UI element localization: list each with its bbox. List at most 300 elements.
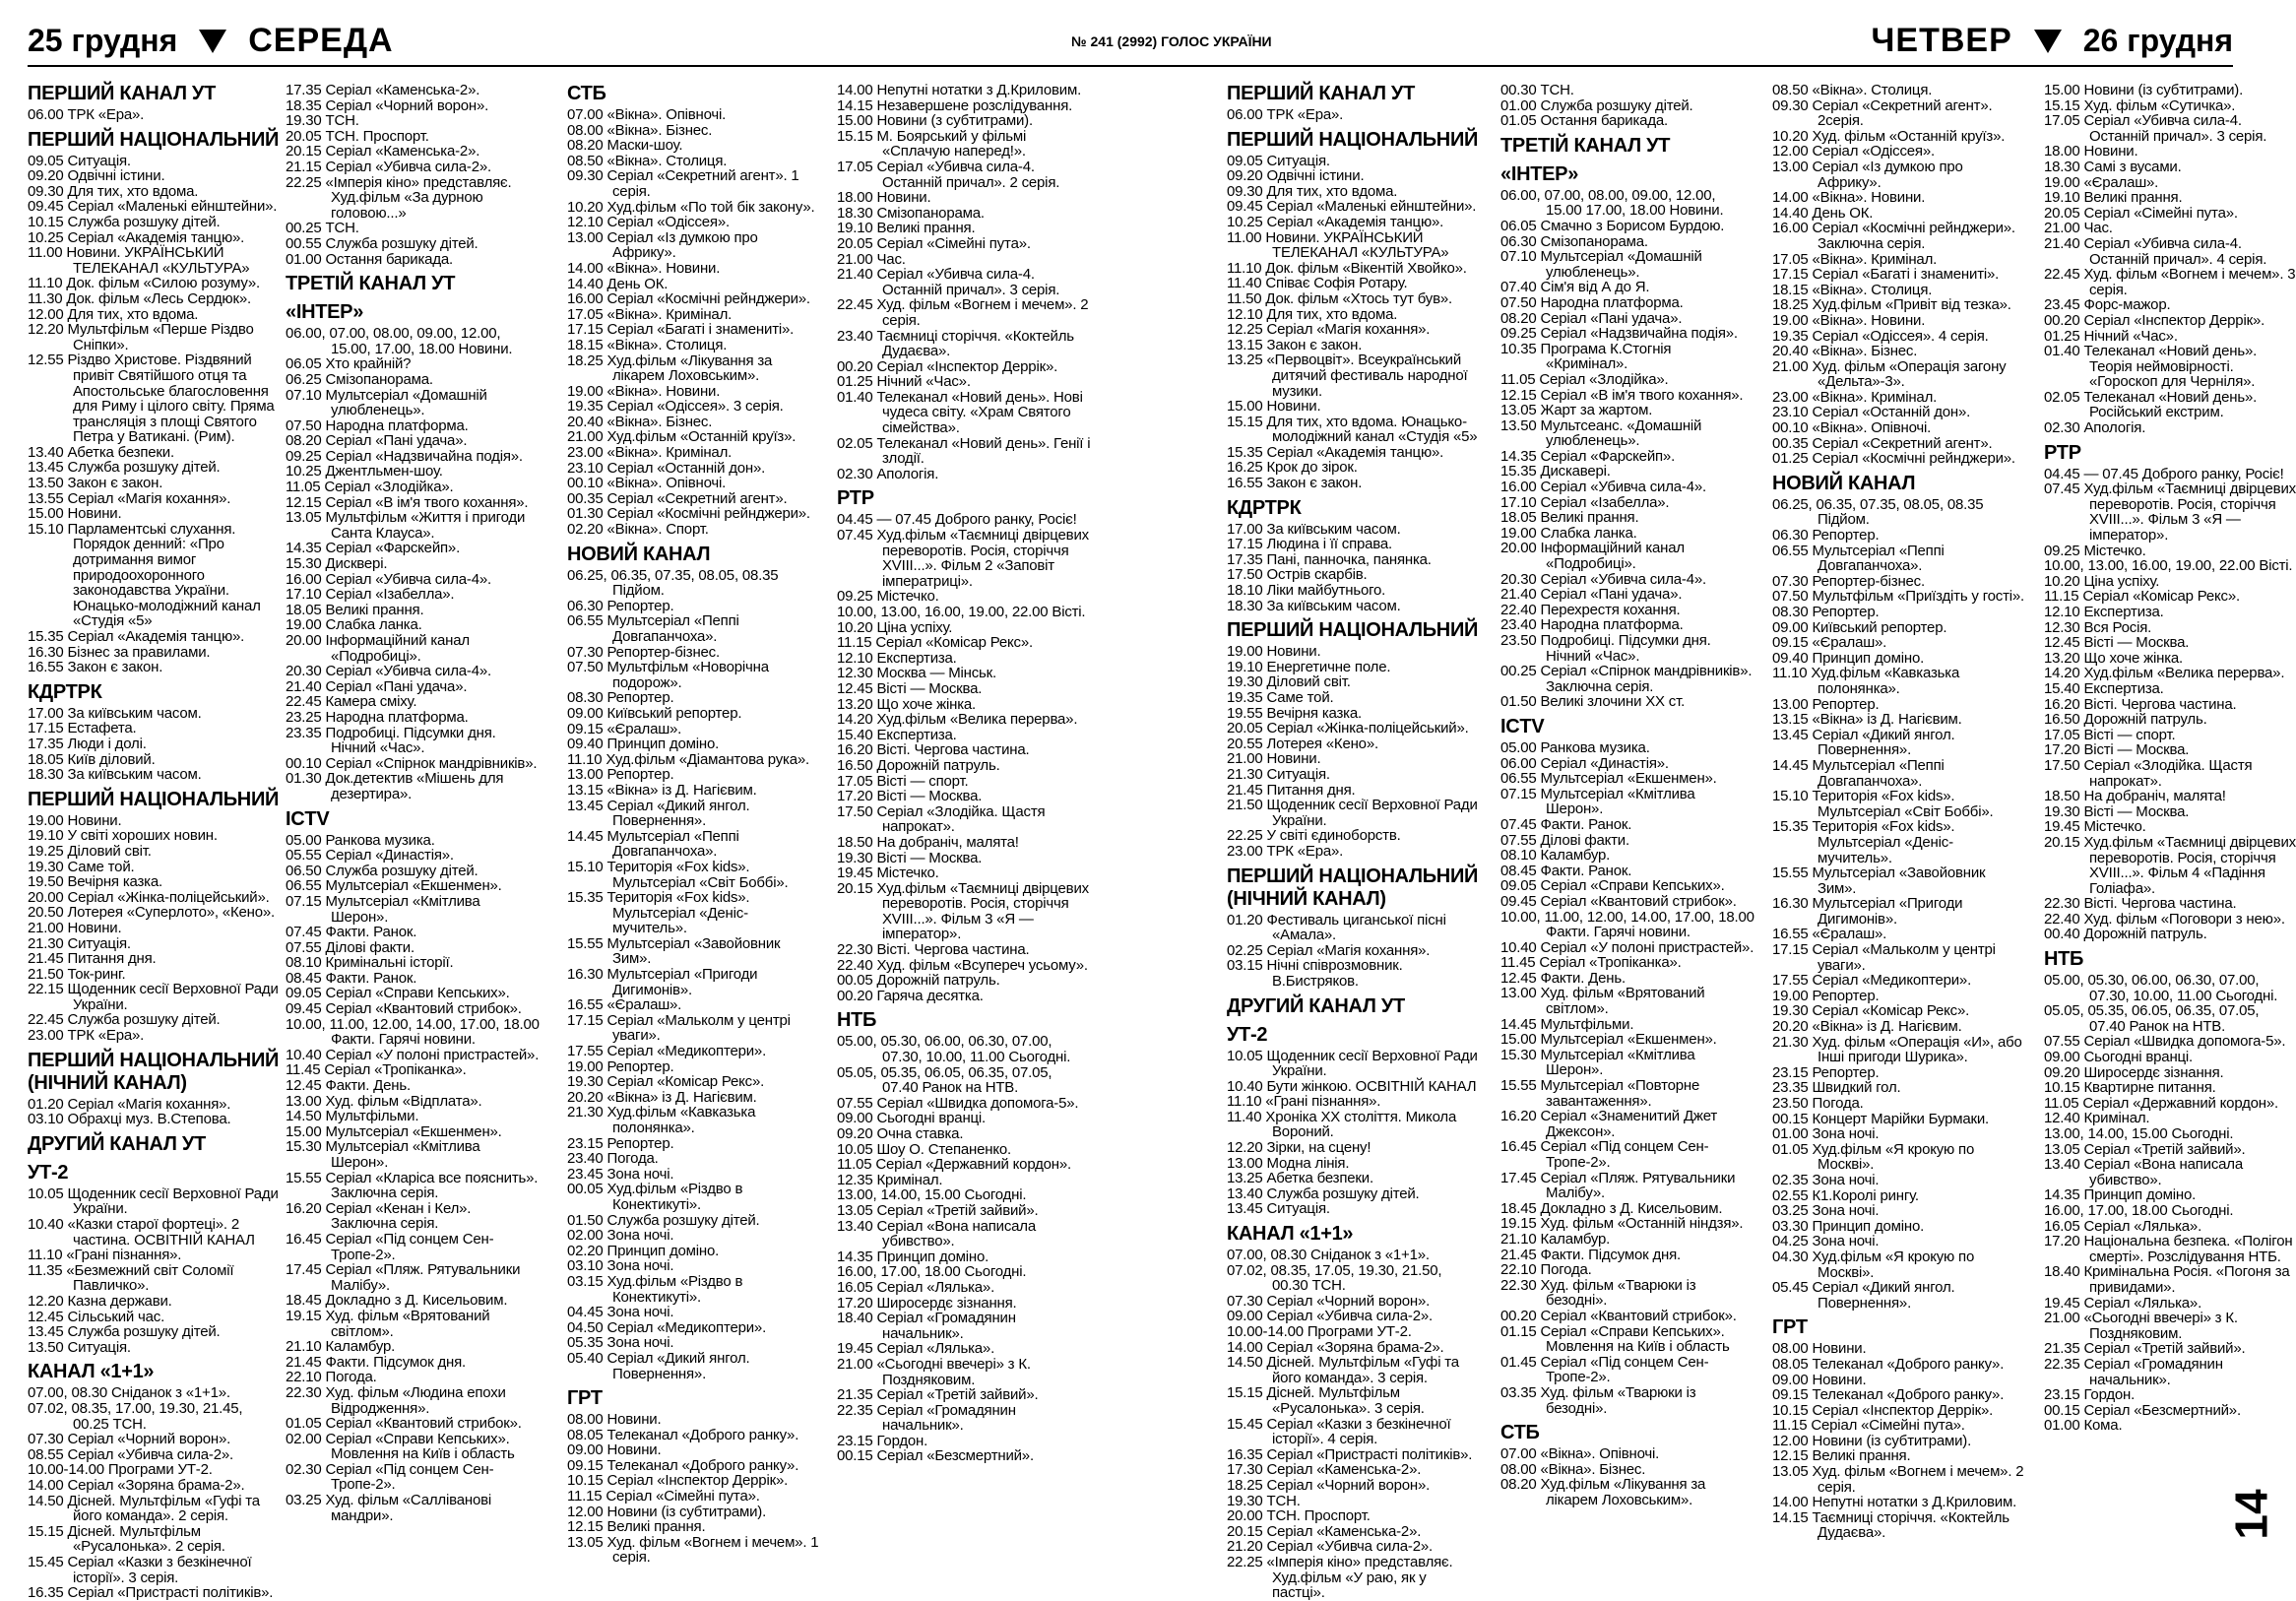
channel-heading: НТБ	[837, 1009, 877, 1032]
program-entry: 17.15 Серіал «Багаті і знамениті».	[1772, 266, 2000, 284]
program-entry: 14.35 Серіал «Фарскейп».	[286, 540, 461, 557]
program-entry: 21.30 Ситуація.	[28, 934, 131, 952]
program-entry: 12.00 Для тих, хто вдома.	[28, 305, 199, 323]
program-entry: 10.40 Серіал «У полоні пристрастей».	[1500, 938, 1754, 956]
program-entry: 16.00 Серіал «Космічні рейнджери».	[567, 290, 810, 308]
program-entry: 15.15 Для тих, хто вдома. Юнацько-молодіжний канал «Студія «5»	[1227, 413, 1478, 446]
program-entry: 01.05 Серіал «Квантовий стрибок».	[286, 1415, 522, 1433]
program-entry: 17.00 За київським часом.	[28, 704, 202, 722]
channel-heading: ПЕРШИЙ КАНАЛ УТ	[28, 83, 216, 104]
program-entry: 09.25 Містечко.	[2044, 542, 2146, 559]
program-entry: 19.30 Серіал «Комісар Рекс».	[1772, 1002, 1970, 1020]
program-entry: 09.05 Ситуація.	[1227, 152, 1330, 169]
program-entry: 03.25 Зона ночі.	[1772, 1202, 1880, 1220]
program-entry: 18.30 Смізопанорама.	[837, 204, 985, 222]
program-entry: 17.05 Серіал «Убивча сила-4. Останній причал». 2 серія.	[837, 158, 1060, 191]
program-entry: 22.45 Худ. фільм «Вогнем і мечем». 3 серія.	[2044, 266, 2296, 298]
program-entry: 00.20 Серіал «Інспектор Деррік».	[2044, 311, 2265, 329]
program-entry: 11.05 Серіал «Державний кордон».	[2044, 1094, 2279, 1112]
program-entry: 14.20 Худ.фільм «Велика перерва».	[2044, 665, 2285, 682]
program-entry: 08.20 Маски-шоу.	[567, 137, 683, 155]
program-entry: 04.50 Серіал «Медикоптери».	[567, 1318, 767, 1336]
program-entry: 07.50 Мультфільм «Приїздіть у гості».	[1772, 588, 2024, 606]
program-entry: 17.15 Серіал «Мальколм у центрі уваги».	[1772, 941, 1996, 974]
program-entry: 20.40 «Вікна». Бізнес.	[1772, 343, 1918, 360]
program-entry: 15.55 Мультсеріал «Завойовник Зим».	[567, 934, 781, 968]
program-entry: 15.55 Серіал «Кларіса все пояснить». Заключна серія.	[286, 1169, 539, 1202]
program-entry: 14.40 День ОК.	[1772, 204, 1874, 222]
channel-heading: УТ-2	[28, 1161, 69, 1184]
program-entry: 01.20 Фестиваль циганської пісні «Амала».	[1227, 911, 1446, 944]
program-entry: 14.00 «Вікна». Новини.	[567, 259, 721, 277]
schedule-column	[2044, 83, 2296, 1434]
program-entry: 22.45 Худ. фільм «Вогнем і мечем». 2 серія.	[837, 296, 1089, 329]
program-entry: 06.05 Смачно з Борисом Бурдою.	[1500, 217, 1725, 234]
program-entry: 00.15 Концерт Марійки Бурмаки.	[1772, 1110, 1990, 1127]
program-entry: 17.45 Серіал «Пляж. Рятувальники Малібу».	[1500, 1169, 1736, 1202]
program-entry: 01.50 Великі злочини XX ст.	[1500, 693, 1686, 711]
program-entry: 06.55 Мультсеріал «Пеппі Довгапанчоха».	[1772, 542, 1945, 575]
program-entry: 14.45 Мультсеріал «Пеппі Довгапанчоха».	[1772, 756, 1945, 790]
program-entry: 02.30 Серіал «Під сонцем Сен-Тропе-2».	[286, 1460, 494, 1494]
program-entry: 06.25 Смізопанорама.	[286, 370, 433, 388]
program-entry: 12.10 Експертиза.	[837, 649, 957, 667]
channel-heading: «ІНТЕР»	[286, 301, 364, 324]
program-entry: 21.50 Щоденник сесії Верховної Ради України.	[1227, 797, 1478, 829]
channel-heading: ДРУГИЙ КАНАЛ УТ	[1227, 994, 1405, 1017]
program-entry: 18.50 На добраніч, малята!	[837, 833, 1019, 851]
program-entry: 12.10 Серіал «Одіссея».	[567, 214, 730, 231]
program-entry: 15.30 Мультсеріал «Кмітлива Шерон».	[1500, 1046, 1695, 1079]
program-entry: 09.30 Для тих, хто вдома.	[28, 182, 199, 200]
program-entry: 07.30 Репортер-бізнес.	[1772, 572, 1925, 590]
issue-info: № 241 (2992) ГОЛОС УКРАЇНИ	[1071, 33, 1272, 49]
program-entry: 16.35 Серіал «Пристрасті політиків».	[1227, 1445, 1473, 1463]
program-entry: 21.10 Каламбур.	[1500, 1230, 1611, 1248]
program-entry: 01.40 Телеканал «Новий день». Нові чудеса світу. «Храм Святого сімейства».	[837, 388, 1083, 437]
program-entry: 01.40 Телеканал «Новий день». Теорія неймовірності. «Гороскоп для Черніля».	[2044, 343, 2258, 391]
program-entry: 12.30 Вся Росія.	[2044, 618, 2152, 636]
program-entry: 11.10 Худ.фільм «Діамантова рука».	[567, 750, 809, 768]
program-entry: 20.15 Худ.фільм «Таємниці двірцевих переворотів. Росія, сторіччя XVIII...». Фільм 3 «Я — імператор».	[837, 879, 1089, 943]
program-entry: 16.30 Мультсеріал «Пригоди Дигимонів».	[567, 966, 758, 998]
program-entry: 23.45 Зона ночі.	[567, 1165, 674, 1183]
program-entry: 02.35 Зона ночі.	[1772, 1171, 1880, 1188]
program-entry: 23.00 ТРК «Ера».	[1227, 842, 1344, 860]
program-entry: 21.40 Серіал «Убивча сила-4. Останній причал». 4 серія.	[2044, 234, 2267, 268]
program-entry: 10.00, 11.00, 12.00, 14.00, 17.00, 18.00 Факти. Гарячі новини.	[286, 1015, 540, 1049]
program-entry: 09.25 Серіал «Надзвичайна подія».	[1500, 325, 1738, 343]
program-entry: 16.30 Мультсеріал «Пригоди Дигимонів».	[1772, 895, 1963, 928]
program-entry: 13.00 Модна лінія.	[1227, 1154, 1350, 1172]
program-entry: 08.00 «Вікна». Бізнес.	[567, 121, 713, 139]
program-entry: 07.45 Худ.фільм «Таємниці двірцевих переворотів. Росія, сторіччя XVIII...». Фільм 2 «Заповіт імператриці».	[837, 527, 1089, 590]
program-entry: 04.45 — 07.45 Доброго ранку, Росіє!	[2044, 465, 2284, 482]
program-entry: 14.35 Принцип доміно.	[837, 1248, 989, 1265]
program-entry: 09.15 «Єралаш».	[567, 720, 682, 737]
program-entry: 07.40 Сім'я від А до Я.	[1500, 279, 1650, 296]
program-entry: 16.00 Серіал «Убивча сила-4».	[286, 570, 491, 588]
program-entry: 11.15 Серіал «Комісар Рекс».	[837, 634, 1033, 652]
program-entry: 19.45 Містечко.	[837, 865, 939, 882]
program-entry: 23.00 «Вікна». Кримінал.	[567, 444, 733, 462]
program-entry: 06.00 Серіал «Династія».	[1500, 754, 1669, 772]
program-entry: 15.15 М. Боярський у фільмі «Сплачую наперед!».	[837, 127, 1027, 160]
program-entry: 17.35 Люди і долі.	[28, 735, 147, 752]
program-entry: 13.45 Серіал «Дикий янгол. Повернення».	[1772, 726, 1955, 759]
program-entry: 15.15 Дісней. Мультфільм «Русалонька». 3 серія.	[1227, 1384, 1425, 1417]
program-entry: 17.05 «Вікна». Кримінал.	[567, 305, 733, 323]
program-entry: 13.50 Закон є закон.	[28, 475, 163, 492]
program-entry: 10.25 Джентльмен-шоу.	[286, 463, 443, 480]
channel-heading: НОВИЙ КАНАЛ	[1772, 472, 1916, 494]
header-left	[28, 22, 394, 60]
program-entry: 21.40 Серіал «Пані удача».	[286, 677, 468, 695]
program-entry: 21.00 Час.	[837, 250, 906, 268]
program-entry: 14.00 Серіал «Зоряна брама-2».	[1227, 1338, 1444, 1356]
program-entry: 12.20 Мультфільм «Перше Різдво Сніпки».	[28, 321, 254, 353]
program-entry: 17.30 Серіал «Каменська-2».	[1227, 1461, 1422, 1479]
program-entry: 15.00 Мультсеріал «Екшенмен».	[1500, 1031, 1717, 1049]
program-entry: 20.30 Серіал «Убивча сила-4».	[286, 663, 491, 680]
program-entry: 18.10 Ліки майбутнього.	[1227, 582, 1386, 600]
program-entry: 17.15 Естафета.	[28, 720, 137, 737]
program-entry: 12.00 Новини (із субтитрами).	[1772, 1432, 1972, 1449]
program-entry: 13.15 Закон є закон.	[1227, 336, 1363, 353]
channel-heading: КДРТРК	[1227, 496, 1302, 519]
program-entry: 12.45 Вісті — Москва.	[837, 679, 983, 697]
program-entry: 15.30 Мультсеріал «Кмітлива Шерон».	[286, 1138, 480, 1171]
program-entry: 22.25 «Імперія кіно» представляє. Худ.фільм «У раю, як у пастці».	[1227, 1553, 1453, 1601]
program-entry: 09.05 Ситуація.	[28, 152, 131, 169]
program-entry: 08.05 Телеканал «Доброго ранку».	[567, 1426, 799, 1443]
program-entry: 05.35 Зона ночі.	[567, 1334, 674, 1352]
program-entry: 10.20 Ціна успіху.	[837, 618, 953, 636]
program-entry: 21.10 Каламбур.	[286, 1338, 396, 1356]
program-entry: 04.25 Зона ночі.	[1772, 1233, 1880, 1250]
program-entry: 19.10 Великі прання.	[837, 220, 976, 237]
program-entry: 16.55 «Єралаш».	[1772, 926, 1887, 943]
program-entry: 20.20 «Вікна» із Д. Нагієвим.	[1772, 1018, 1962, 1036]
program-entry: 07.45 Факти. Ранок.	[1500, 815, 1632, 833]
program-entry: 09.00 Сьогодні вранці.	[837, 1110, 987, 1127]
program-entry: 07.55 Серіал «Швидка допомога-5».	[2044, 1033, 2286, 1051]
schedule-column	[1500, 83, 1754, 1507]
program-entry: 19.35 Саме той.	[1227, 689, 1334, 706]
channel-heading: ICTV	[1500, 715, 1545, 737]
program-entry: 03.30 Принцип доміно.	[1772, 1217, 1925, 1235]
program-entry: 22.25 У світі єдиноборств.	[1227, 827, 1401, 845]
program-entry: 13.00 Серіал «Із думкою про Африку».	[1772, 158, 1963, 191]
program-entry: 18.40 Кримінальна Росія. «Погоня за привидами».	[2044, 1263, 2290, 1296]
program-entry: 04.30 Худ.фільм «Я крокую по Москві».	[1772, 1248, 1975, 1281]
program-entry: 13.40 Служба розшуку дітей.	[1227, 1185, 1420, 1202]
program-entry: 08.00 Новини.	[567, 1411, 662, 1429]
program-entry: 09.20 Широсердє зізнання.	[2044, 1063, 2224, 1081]
program-entry: 13.05 Жарт за жартом.	[1500, 402, 1653, 419]
program-entry: 14.00 Непутні нотатки з Д.Криловим.	[1772, 1494, 2017, 1511]
program-entry: 22.15 Щоденник сесії Верховної Ради України.	[28, 981, 279, 1013]
program-entry: 23.40 Таємниці сторіччя. «Коктейль Дудаєва».	[837, 327, 1074, 360]
program-entry: 14.40 День ОК.	[567, 275, 669, 292]
program-entry: 19.30 Саме той.	[28, 858, 135, 875]
right-date: 26 грудня	[2082, 23, 2233, 58]
program-entry: 09.00 Новини.	[1772, 1371, 1867, 1388]
program-entry: 07.15 Мультсеріал «Кмітлива Шерон».	[1500, 785, 1695, 818]
program-entry: 14.00 Непутні нотатки з Д.Криловим.	[837, 82, 1082, 98]
program-entry: 07.10 Мультсеріал «Домашній улюбленець».	[1500, 248, 1702, 281]
program-entry: 13.00 Репортер.	[567, 766, 674, 784]
program-entry: 19.55 Вечірня казка.	[1227, 704, 1362, 722]
program-entry: 02.05 Телеканал «Новий день». Генії і злодії.	[837, 434, 1091, 468]
program-entry: 05.00, 05.30, 06.00, 06.30, 07.00, 07.30, 10.00, 11.00 Сьогодні.	[837, 1033, 1071, 1066]
program-entry: 18.35 Серіал «Чорний ворон».	[286, 96, 489, 114]
program-entry: 09.20 Очна ставка.	[837, 1125, 964, 1142]
program-entry: 17.20 Вісті — Москва.	[2044, 741, 2190, 759]
program-entry: 17.10 Серіал «Ізабелла».	[1500, 493, 1670, 511]
program-entry: 02.05 Телеканал «Новий день». Російський екстрим.	[2044, 388, 2258, 421]
program-entry: 01.30 Док.детектив «Мішень для дезертира».	[286, 770, 504, 802]
program-entry: 19.30 Діловий світ.	[1227, 673, 1351, 691]
program-entry: 07.30 Серіал «Чорний ворон».	[28, 1431, 231, 1448]
program-entry: 20.40 «Вікна». Бізнес.	[567, 413, 713, 430]
program-entry: 01.30 Серіал «Космічні рейнджери».	[567, 505, 810, 523]
program-entry: 13.40 Абетка безпеки.	[28, 443, 174, 461]
program-entry: 22.35 Серіал «Громадянин начальник».	[2044, 1355, 2223, 1388]
program-entry: 19.45 Містечко.	[2044, 818, 2146, 836]
program-entry: 10.00-14.00 Програми УТ-2.	[28, 1461, 213, 1479]
program-entry: 23.45 Форс-мажор.	[2044, 296, 2171, 314]
program-entry: 01.00 Кома.	[2044, 1417, 2123, 1435]
program-entry: 11.00 Новини. УКРАЇНСЬКИЙ ТЕЛЕКАНАЛ «КУЛЬТУРА»	[28, 244, 250, 277]
program-entry: 16.45 Серіал «Під сонцем Сен-Тропе-2».	[1500, 1138, 1709, 1171]
program-entry: 13.20 Що хоче жінка.	[837, 695, 976, 713]
program-entry: 18.25 Худ.фільм «Привіт від тезка».	[1772, 296, 2011, 314]
channel-heading: КАНАЛ «1+1»	[1227, 1223, 1354, 1246]
program-entry: 15.45 Серіал «Казки з безкінечної історії». 3 серія.	[28, 1553, 252, 1586]
schedule-column	[567, 83, 821, 1566]
channel-heading: ТРЕТІЙ КАНАЛ УТ	[286, 273, 456, 295]
page-number: 14	[2225, 1489, 2277, 1540]
program-entry: 08.50 «Вікна». Столиця.	[1772, 82, 1933, 98]
channel-heading: РТР	[837, 487, 874, 510]
program-entry: 13.00, 14.00, 15.00 Сьогодні.	[837, 1186, 1027, 1204]
channel-heading: ПЕРШИЙ НАЦІОНАЛЬНИЙ	[1227, 619, 1479, 642]
program-entry: 16.20 Вісті. Чергова частина.	[837, 741, 1030, 759]
program-entry: 13.00 Худ. фільм «Врятований світлом».	[1500, 985, 1705, 1018]
program-entry: 08.55 Серіал «Убивча сила-2».	[28, 1445, 233, 1463]
channel-heading: СТБ	[1500, 1422, 1540, 1444]
program-entry: 17.35 Серіал «Каменська-2».	[286, 82, 480, 98]
schedule-column	[1227, 83, 1481, 1601]
program-entry: 12.00 Новини (із субтитрами).	[567, 1503, 767, 1520]
program-entry: 12.15 Великі прання.	[567, 1518, 706, 1536]
program-entry: 05.45 Серіал «Дикий янгол. Повернення».	[1772, 1279, 1955, 1312]
program-entry: 14.20 Худ.фільм «Велика перерва».	[837, 711, 1078, 729]
program-entry: 10.20 Худ.фільм «По той бік закону».	[567, 198, 815, 216]
channel-heading: ПЕРШИЙ НАЦІОНАЛЬНИЙ	[1227, 128, 1479, 151]
channel-heading: КАНАЛ «1+1»	[28, 1361, 155, 1383]
program-entry: 19.00 «Вікна». Новини.	[567, 382, 721, 400]
program-entry: 15.00 Новини.	[28, 505, 122, 523]
program-entry: 19.35 Серіал «Одіссея». 3 серія.	[567, 398, 784, 416]
program-entry: 11.45 Серіал «Тропіканка».	[1500, 954, 1682, 972]
program-entry: 22.25 «Імперія кіно» представляє. Худ.фільм «За дурною головою...»	[286, 173, 512, 222]
program-entry: 07.45 Худ.фільм «Таємниці двірцевих переворотів. Росія, сторіччя XVIII...». Фільм 3 «Я — імператор».	[2044, 480, 2296, 544]
program-entry: 13.05 Серіал «Третій зайвий».	[837, 1201, 1039, 1219]
program-entry: 12.40 Кримінал.	[2044, 1110, 2150, 1127]
program-entry: 18.30 За київським часом.	[1227, 597, 1401, 614]
program-entry: 14.15 Незавершене розслідування.	[837, 96, 1073, 114]
program-entry: 22.40 Худ. фільм «Всупереч усьому».	[837, 956, 1088, 974]
program-entry: 18.15 «Вікна». Столиця.	[1772, 281, 1933, 298]
program-entry: 11.15 Серіал «Комісар Рекс».	[2044, 588, 2240, 606]
program-entry: 01.45 Серіал «Під сонцем Сен-Тропе-2».	[1500, 1353, 1709, 1386]
program-entry: 21.40 Серіал «Убивча сила-4. Останній причал». 3 серія.	[837, 266, 1060, 298]
program-entry: 21.00 Худ.фільм «Останній круїз».	[567, 428, 797, 446]
program-entry: 13.25 Абетка безпеки.	[1227, 1170, 1373, 1187]
program-entry: 03.10 Обрахці муз. В.Степова.	[28, 1111, 231, 1128]
header-right	[1872, 22, 2234, 60]
program-entry: 10.15 Серіал «Інспектор Деррік».	[567, 1472, 789, 1490]
program-entry: 17.20 Широсердє зізнання.	[837, 1294, 1017, 1312]
program-entry: 06.30 Смізопанорама.	[1500, 232, 1648, 250]
program-entry: 23.15 Репортер.	[1772, 1063, 1880, 1081]
program-entry: 03.15 Нічні співрозмовник. В.Бистряков.	[1227, 957, 1403, 990]
program-entry: 11.45 Серіал «Тропіканка».	[286, 1061, 467, 1079]
program-entry: 23.15 Репортер.	[567, 1134, 674, 1152]
program-entry: 04.45 — 07.45 Доброго ранку, Росіє!	[837, 511, 1077, 529]
program-entry: 00.40 Дорожній патруль.	[2044, 926, 2207, 943]
program-entry: 23.10 Серіал «Останній дон».	[1772, 404, 1971, 421]
triangle-down-icon	[2034, 30, 2062, 53]
program-entry: 19.25 Діловий світ.	[28, 842, 152, 860]
program-entry: 15.00 Новини.	[1227, 398, 1321, 416]
program-entry: 09.40 Принцип доміно.	[1772, 649, 1925, 667]
program-entry: 02.30 Апологія.	[837, 465, 939, 482]
program-entry: 13.00 Серіал «Із думкою про Африку».	[567, 228, 758, 262]
program-entry: 01.05 Остання барикада.	[1500, 112, 1668, 130]
channel-heading: ПЕРШИЙ НАЦІОНАЛЬНИЙ (НІЧНИЙ КАНАЛ)	[28, 1049, 280, 1094]
program-entry: 18.40 Серіал «Громадянин начальник».	[837, 1310, 1016, 1342]
schedule-column	[28, 83, 282, 1601]
program-entry: 06.25, 06.35, 07.35, 08.05, 08.35 Підйом.	[1772, 495, 1984, 529]
program-entry: 17.45 Серіал «Пляж. Рятувальники Малібу».	[286, 1261, 521, 1294]
program-entry: 19.15 Худ. фільм «Врятований світлом».	[286, 1307, 490, 1340]
program-entry: 07.02, 08.35, 17.05, 19.30, 21.50, 00.30 ТСН.	[1227, 1261, 1442, 1295]
program-entry: 18.00 Новини.	[837, 189, 931, 207]
program-entry: 22.10 Погода.	[286, 1369, 377, 1386]
left-day: СЕРЕДА	[248, 22, 394, 59]
program-entry: 16.50 Дорожній патруль.	[837, 756, 1000, 774]
channel-heading: КДРТРК	[28, 680, 102, 703]
program-entry: 14.50 Мультфільми.	[286, 1108, 419, 1125]
program-entry: 16.05 Серіал «Лялька».	[837, 1278, 995, 1296]
program-entry: 18.05 Великі прання.	[1500, 509, 1639, 527]
program-entry: 11.10 Худ.фільм «Кавказька полонянка».	[1772, 665, 1960, 697]
program-entry: 18.50 На добраніч, малята!	[2044, 788, 2226, 805]
program-entry: 07.10 Мультсеріал «Домашній улюбленець».	[286, 386, 487, 419]
program-entry: 17.00 За київським часом.	[1227, 520, 1401, 538]
program-entry: 09.45 Серіал «Маленькі ейнштейни».	[28, 198, 278, 216]
program-entry: 19.00 Новини.	[1227, 643, 1321, 661]
program-entry: 11.05 Серіал «Злодійка».	[286, 479, 454, 496]
program-entry: 01.20 Серіал «Магія кохання».	[28, 1095, 231, 1113]
program-entry: 19.50 Вечірня казка.	[28, 873, 162, 891]
program-entry: 11.40 Хроніка XX століття. Микола Вороний.	[1227, 1108, 1457, 1141]
program-entry: 19.10 У світі хороших новин.	[28, 827, 218, 845]
program-entry: 08.20 Серіал «Пані удача».	[286, 432, 468, 450]
program-entry: 08.45 Факти. Ранок.	[286, 969, 417, 987]
program-entry: 15.35 Серіал «Академія танцю».	[1227, 443, 1444, 461]
program-entry: 06.00 ТРК «Ера».	[1227, 106, 1344, 123]
program-entry: 10.00, 13.00, 16.00, 19.00, 22.00 Вісті.	[2044, 557, 2293, 575]
program-entry: 16.00, 17.00, 18.00 Сьогодні.	[2044, 1201, 2234, 1219]
program-entry: 15.10 Територія «Fox kids». Мультсеріал «Світ Боббі».	[1772, 788, 1994, 820]
program-entry: 00.55 Служба розшуку дітей.	[286, 234, 478, 252]
program-entry: 00.10 Серіал «Спірнок мандрівників».	[286, 754, 538, 772]
program-entry: 18.45 Доклaдно з Д. Кисельовим.	[286, 1292, 508, 1310]
page-header	[28, 20, 2233, 71]
program-entry: 22.30 Вісті. Чергова частина.	[2044, 895, 2237, 913]
program-entry: 11.05 Серіал «Злодійка».	[1500, 370, 1669, 388]
program-entry: 02.20 «Вікна». Спорт.	[567, 521, 709, 539]
program-entry: 09.00 Серіал «Убивча сила-2».	[1227, 1308, 1433, 1325]
program-entry: 16.25 Крок до зірок.	[1227, 459, 1358, 477]
program-entry: 11.15 Серіал «Сімейні путa».	[567, 1488, 760, 1505]
program-entry: 12.10 Для тих, хто вдома.	[1227, 305, 1398, 323]
program-entry: 16.35 Серіал «Пристрасті політиків».	[28, 1584, 274, 1601]
program-entry: 01.15 Серіал «Справи Кепських». Мовлення на Київ і область	[1500, 1322, 1730, 1356]
program-entry: 15.35 Територія «Fox kids». Мультсеріал «Деніс-мучитель».	[1772, 818, 1955, 866]
program-entry: 13.20 Що хоче жінка.	[2044, 649, 2183, 667]
program-entry: 08.20 Серіал «Пані удача».	[1500, 309, 1683, 327]
program-entry: 07.00 «Вікна». Опівночі.	[1500, 1445, 1660, 1463]
program-entry: 13.05 Худ. фільм «Вогнем і мечем». 2 серія.	[1772, 1463, 2024, 1496]
program-entry: 21.00 Час.	[2044, 220, 2113, 237]
program-entry: 17.10 Серіал «Ізабелла».	[286, 586, 455, 604]
program-entry: 22.45 Камера сміху.	[286, 693, 417, 711]
program-entry: 23.15 Гордон.	[837, 1432, 928, 1449]
program-entry: 06.00, 07.00, 08.00, 09.00, 12.00, 15.00 17.00, 18.00 Новини.	[1500, 186, 1724, 220]
program-entry: 02.00 Серіал «Справи Кепських». Мовлення на Київ і область	[286, 1430, 515, 1463]
channel-heading: ПЕРШИЙ НАЦІОНАЛЬНИЙ (НІЧНИЙ КАНАЛ)	[1227, 865, 1479, 910]
program-entry: 19.10 Великі прання.	[2044, 189, 2183, 207]
program-entry: 23.35 Швидкий гол.	[1772, 1079, 1901, 1097]
program-entry: 01.05 Худ.фільм «Я крокую по Москві».	[1772, 1140, 1975, 1174]
program-entry: 10.15 Служба розшуку дітей.	[28, 213, 221, 230]
program-entry: 12.00 Серіал «Одіссея».	[1772, 143, 1935, 160]
channel-heading: ПЕРШИЙ НАЦІОНАЛЬНИЙ	[28, 128, 280, 151]
program-entry: 09.05 Серіал «Справи Кепських».	[286, 985, 510, 1002]
schedule-column	[286, 83, 540, 1523]
program-entry: 14.50 Дісней. Мультфільм «Гуфі та його команда». 3 серія.	[1227, 1354, 1459, 1386]
program-entry: 13.40 Серіал «Вона написала убивство».	[2044, 1156, 2243, 1188]
program-entry: 10.40 Серіал «У полоні пристрастей».	[286, 1046, 540, 1063]
program-entry: 20.00 ТСН. Проспорт.	[1227, 1507, 1371, 1525]
program-entry: 07.45 Факти. Ранок.	[286, 924, 417, 941]
program-entry: 23.10 Серіал «Останній дон».	[567, 459, 766, 477]
program-entry: 22.40 Худ. фільм «Поговори з нею».	[2044, 910, 2285, 928]
program-entry: 02.00 Зона ночі.	[567, 1227, 674, 1245]
program-entry: 03.15 Худ.фільм «Різдво в Конектикуті».	[567, 1272, 743, 1306]
program-entry: 07.02, 08.35, 17.00, 19.30, 21.45, 00.25 ТСН.	[28, 1399, 243, 1433]
channel-heading: РТР	[2044, 441, 2081, 464]
program-entry: 09.00 Новини.	[567, 1441, 662, 1459]
program-entry: 23.50 Подробиці. Підсумки дня. Нічний «Час».	[1500, 632, 1711, 665]
channel-heading: ПЕРШИЙ НАЦІОНАЛЬНИЙ	[28, 788, 280, 810]
program-entry: 10.00-14.00 Програми УТ-2.	[1227, 1323, 1412, 1340]
